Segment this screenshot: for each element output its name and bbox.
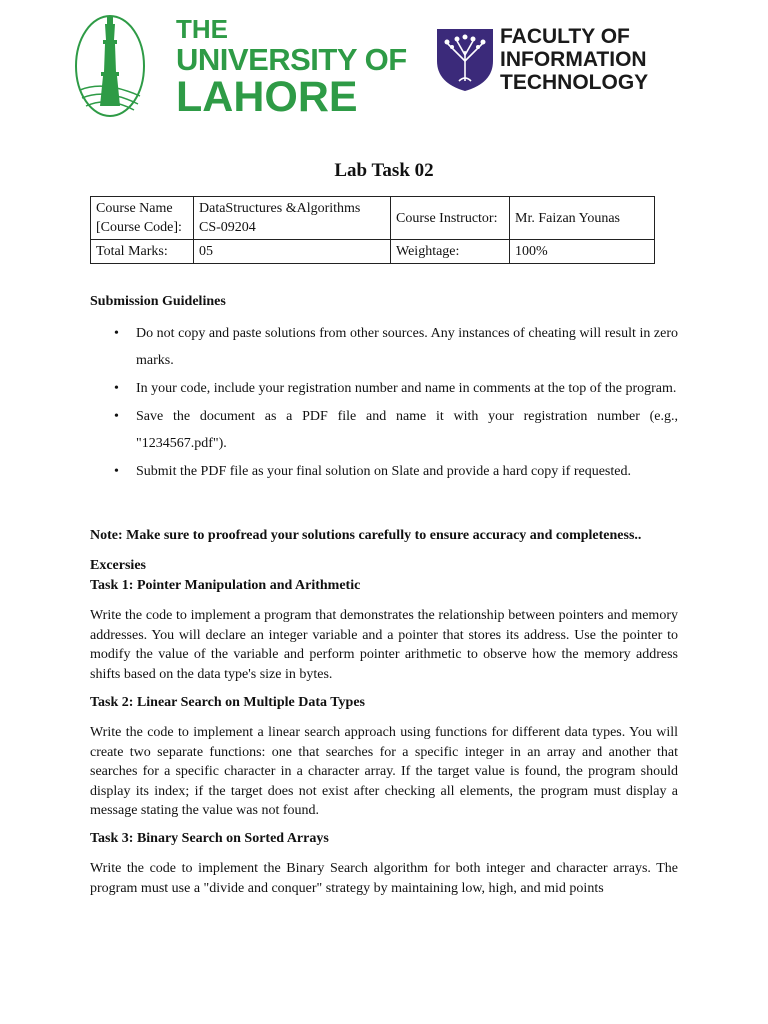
university-line-1: THE — [176, 14, 228, 44]
minar-logo-icon — [74, 10, 146, 118]
marks-value-cell: 05 — [194, 240, 391, 264]
task-2-title: Task 2: Linear Search on Multiple Data Types — [90, 695, 365, 710]
course-info-table — [90, 196, 655, 264]
list-item: • Do not copy and paste solutions from other sources. Any instances of cheating will result in zero marks. — [90, 320, 678, 374]
faculty-wordmark — [500, 25, 648, 94]
table-row — [91, 240, 655, 264]
faculty-shield-icon — [435, 27, 495, 93]
university-wordmark — [176, 16, 407, 119]
university-line-2: UNIVERSITY OF — [176, 42, 407, 77]
instructor-value-cell: Mr. Faizan Younas — [510, 197, 655, 240]
course-code-label: [Course Code]: — [96, 220, 182, 235]
weightage-label-cell: Weightage: — [391, 240, 510, 264]
list-item: • In your code, include your registration number and name in comments at the top of the program. — [90, 375, 678, 402]
course-name-value: DataStructures &Algorithms — [199, 201, 361, 216]
task-3-title: Task 3: Binary Search on Sorted Arrays — [90, 831, 329, 846]
table-row — [91, 197, 655, 240]
task-3-body: Write the code to implement the Binary Search algorithm for both integer and character arrays. The program must use a "divide and conquer" strategy by maintaining low, high, and mid points — [90, 861, 678, 896]
exercises-heading: Excersies — [90, 558, 146, 573]
list-item: • Save the document as a PDF file and name it with your registration number (e.g., "1234567.pdf"). — [90, 403, 678, 457]
submission-heading: Submission Guidelines — [90, 294, 226, 309]
faculty-line-1: FACULTY OF — [500, 25, 630, 48]
note-text: Note: Make sure to proofread your solutions carefully to ensure accuracy and completeness.. — [90, 528, 642, 543]
task-1-title: Task 1: Pointer Manipulation and Arithmetic — [90, 578, 361, 593]
course-name-value-cell — [194, 197, 391, 240]
instructor-label-cell: Course Instructor: — [391, 197, 510, 240]
guidelines-list — [90, 320, 678, 486]
page-title: Lab Task 02 — [334, 160, 434, 181]
course-name-label: Course Name — [96, 201, 173, 216]
course-name-label-cell — [91, 197, 194, 240]
task-1-body: Write the code to implement a program that demonstrates the relationship between pointers and memory addresses. You will declare an integer variable and a pointer that stores its address. Use the pointer to modify the value of the variable and perform pointer arithmetic to observe how the memory address shifts based on the data type's size in bytes. — [90, 608, 678, 682]
faculty-line-3: TECHNOLOGY — [500, 71, 649, 94]
marks-label-cell: Total Marks: — [91, 240, 194, 264]
weightage-value-cell: 100% — [510, 240, 655, 264]
list-item: • Submit the PDF file as your final solution on Slate and provide a hard copy if requested. — [90, 458, 678, 485]
course-code-value: CS-09204 — [199, 220, 256, 235]
task-2-body: Write the code to implement a linear search approach using functions for different data types. You will create two separate functions: one that searches for a specific integer in an array and another that searches for a specific character in a character array. If the target value is found, the program should display its index; if the target does not exist after checking all elements, the program must display a message stating the value was not found. — [90, 725, 678, 818]
faculty-line-2: INFORMATION — [500, 48, 647, 71]
university-line-3: LAHORE — [176, 73, 358, 121]
